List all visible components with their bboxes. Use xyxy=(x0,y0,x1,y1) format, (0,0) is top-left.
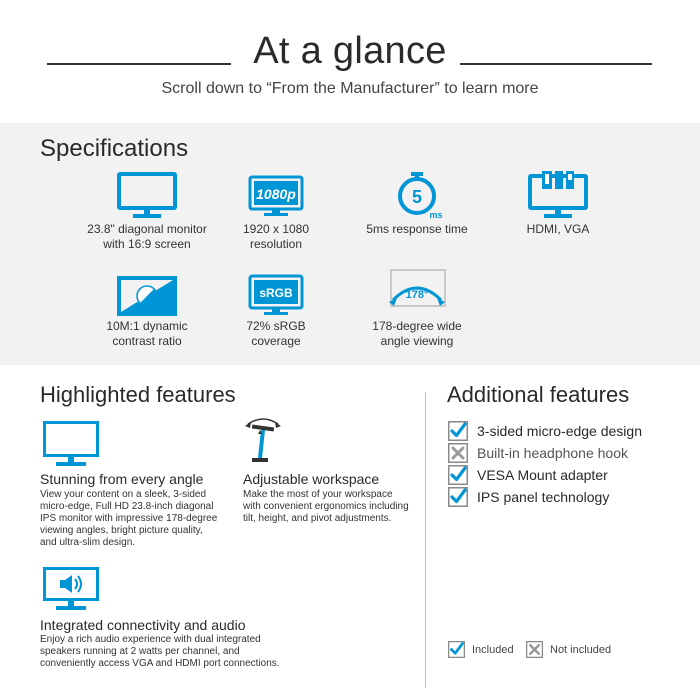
spec-item-ports xyxy=(483,168,633,258)
contrast-icon xyxy=(117,276,177,316)
check-icon xyxy=(448,641,465,658)
feature-desc-every-angle: View your content on a sleek, 3-sided micro-edge, Full HD 23.8-inch diagonal IPS monitor with impressive 178-degree viewing angles, bright picture quality, and ultra-slim design. xyxy=(40,489,218,548)
legend-included-label: Included xyxy=(472,643,514,656)
additional-item-label: 3-sided micro-edge design xyxy=(477,423,642,439)
spec-item-screen-size xyxy=(72,170,222,260)
feature-title-every-angle: Stunning from every angle xyxy=(40,471,204,487)
spec-item-response-time xyxy=(342,168,492,258)
specifications-title: Specifications xyxy=(40,135,189,162)
page-subtitle: Scroll down to “From the Manufacturer” to learn more xyxy=(161,80,539,97)
section-divider xyxy=(425,392,426,688)
additional-item-label: IPS panel technology xyxy=(477,489,610,505)
x-icon xyxy=(448,443,468,463)
monitor-icon xyxy=(42,420,100,468)
additional-item xyxy=(448,465,608,485)
angle-badge: 178° xyxy=(405,289,429,301)
additional-item xyxy=(448,487,609,507)
srgb-badge: sRGB xyxy=(259,286,293,300)
spec-label-ports: HDMI, VGA xyxy=(526,222,590,236)
feature-title-connectivity: Integrated connectivity and audio xyxy=(40,617,246,633)
additional-item xyxy=(448,421,642,441)
monitor-icon xyxy=(117,172,177,220)
srgb-icon xyxy=(248,274,304,316)
response-badge: 5 xyxy=(411,187,423,207)
viewing-angle-icon xyxy=(385,268,449,314)
response-unit: ms xyxy=(429,210,443,220)
feature-title-adjustable: Adjustable workspace xyxy=(243,471,380,487)
legend-not-included xyxy=(526,641,611,658)
spec-label-resolution: 1920 x 1080 resolution xyxy=(242,222,310,251)
speaker-monitor-icon xyxy=(42,566,100,612)
spec-item-viewing-angle xyxy=(342,268,492,354)
spec-label-screen-size: 23.8" diagonal monitor with 16:9 screen xyxy=(87,222,207,251)
legend-not-included-label: Not included xyxy=(550,643,612,656)
check-icon xyxy=(448,421,468,441)
spec-item-contrast xyxy=(72,276,222,356)
1080p-icon xyxy=(248,175,304,217)
check-icon xyxy=(448,465,468,485)
x-icon xyxy=(526,641,543,658)
additional-item xyxy=(448,443,628,463)
page-title: At a glance xyxy=(253,30,447,72)
additional-item-label: Built-in headphone hook xyxy=(477,445,629,461)
adjustable-stand-icon xyxy=(238,414,288,466)
feature-desc-connectivity: Enjoy a rich audio experience with dual integrated speakers running at 2 watts per channel, and conveniently access VGA and HDMI port connections. xyxy=(40,634,280,669)
spec-label-response-time: 5ms response time xyxy=(366,222,468,236)
spec-label-srgb: 72% sRGB coverage xyxy=(246,319,306,348)
additional-features-title: Additional features xyxy=(447,382,630,407)
spec-label-contrast: 10M:1 dynamic contrast ratio xyxy=(106,319,188,348)
spec-item-srgb xyxy=(201,274,351,354)
resolution-badge: 1080p xyxy=(256,186,296,202)
check-icon xyxy=(448,487,468,507)
spec-label-viewing-angle: 178-degree wide angle viewing xyxy=(372,319,462,348)
legend-included xyxy=(448,641,514,658)
feature-desc-adjustable: Make the most of your workspace with convenient ergonomics including tilt, height, and pivot adjustments. xyxy=(243,489,409,524)
stopwatch-icon xyxy=(389,170,445,222)
additional-item-label: VESA Mount adapter xyxy=(477,467,608,483)
ports-icon xyxy=(528,170,588,220)
spec-item-resolution xyxy=(201,170,351,260)
highlighted-features-title: Highlighted features xyxy=(40,382,236,407)
